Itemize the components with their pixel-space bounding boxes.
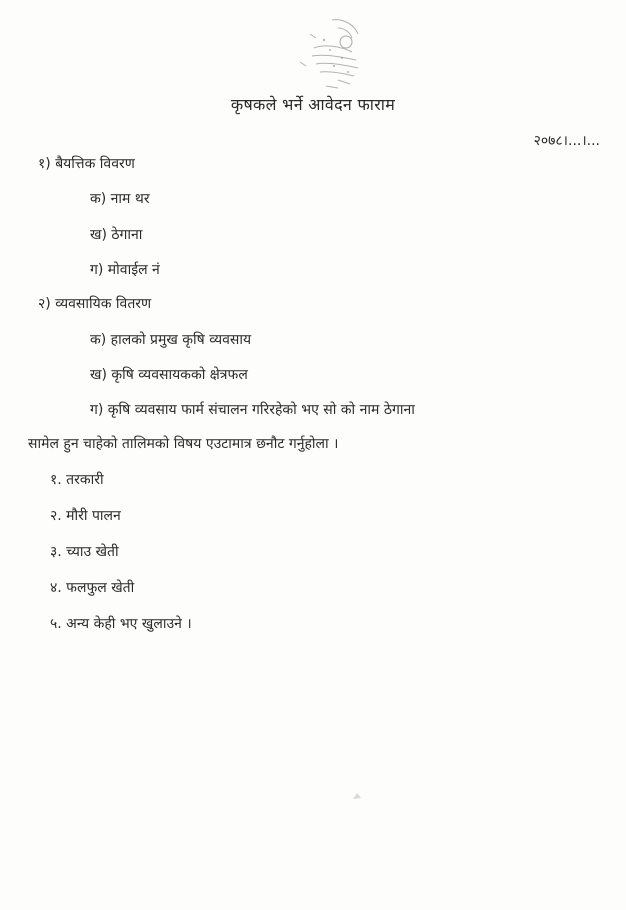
training-option-beekeeping: २. मौरी पालन bbox=[50, 508, 121, 524]
field-label-mobile-number: ग) मोवाईल नं bbox=[90, 262, 160, 278]
training-option-mushroom-farming: ३. च्याउ खेती bbox=[50, 544, 119, 560]
field-label-full-name: क) नाम थर bbox=[90, 191, 150, 207]
field-label-main-agri-business: क) हालको प्रमुख कृषि व्यवसाय bbox=[90, 332, 252, 348]
office-seal-stamp bbox=[280, 14, 376, 94]
field-label-address: ख) ठेगाना bbox=[90, 227, 143, 243]
form-date: २०७८।...।... bbox=[533, 133, 600, 149]
paper-speck-mark bbox=[351, 790, 363, 802]
section-heading-business-details: २) व्यवसायिक वितरण bbox=[38, 296, 152, 312]
training-instruction: सामेल हुन चाहेको तालिमको विषय एउटामात्र छनौट गर्नुहोला । bbox=[28, 436, 339, 452]
field-label-farm-name-address: ग) कृषि व्यवसाय फार्म संचालन गरिरहेको भए सो को नाम ठेगाना bbox=[90, 402, 415, 418]
field-label-business-area: ख) कृषि व्यवसायकको क्षेत्रफल bbox=[90, 367, 248, 383]
training-option-other: ५. अन्य केही भए खुलाउने । bbox=[50, 616, 192, 632]
form-title: कृषकले भर्ने आवेदन फाराम bbox=[230, 95, 396, 114]
training-option-fruit-farming: ४. फलफुल खेती bbox=[50, 580, 135, 596]
section-heading-personal-details: १) बैयत्तिक विवरण bbox=[38, 156, 135, 172]
training-option-vegetables: १. तरकारी bbox=[50, 472, 104, 488]
